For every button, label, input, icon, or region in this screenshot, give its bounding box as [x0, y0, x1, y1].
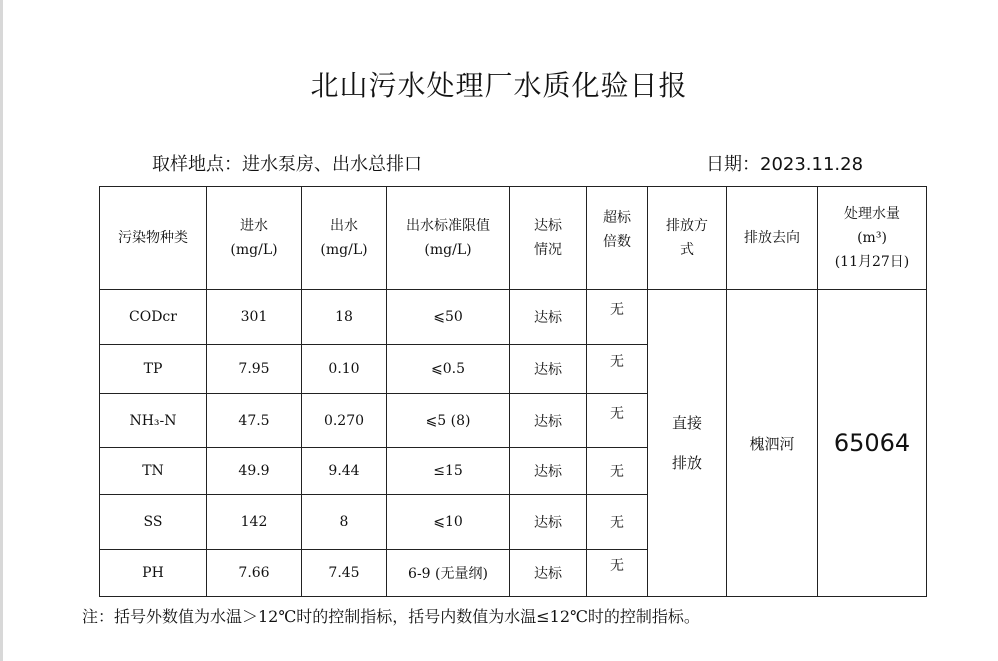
report-date: 日期：2023.11.28	[706, 154, 864, 175]
cell-exceed: 无	[587, 495, 648, 550]
cell-exceed: 无	[587, 394, 648, 448]
cell-influent: 301	[207, 290, 302, 345]
header-limit: 出水标准限值 (mg/L)	[387, 187, 510, 290]
header-influent: 进水 (mg/L)	[207, 187, 302, 290]
cell-exceed: 无	[587, 345, 648, 394]
cell-pollutant: TN	[100, 448, 207, 495]
cell-exceed: 无	[587, 448, 648, 495]
cell-limit: ≤15	[387, 448, 510, 495]
cell-status: 达标	[510, 495, 587, 550]
cell-limit: ⩽10	[387, 495, 510, 550]
cell-effluent: 0.10	[302, 345, 387, 394]
cell-influent: 49.9	[207, 448, 302, 495]
cell-pollutant: PH	[100, 550, 207, 597]
cell-pollutant: SS	[100, 495, 207, 550]
header-effluent: 出水 (mg/L)	[302, 187, 387, 290]
cell-influent: 7.95	[207, 345, 302, 394]
cell-effluent: 8	[302, 495, 387, 550]
discharge-destination: 槐泗河	[727, 290, 818, 597]
cell-limit: ⩽5 (8)	[387, 394, 510, 448]
cell-effluent: 18	[302, 290, 387, 345]
cell-influent: 142	[207, 495, 302, 550]
cell-limit: 6-9 (无量纲)	[387, 550, 510, 597]
cell-effluent: 9.44	[302, 448, 387, 495]
cell-effluent: 0.270	[302, 394, 387, 448]
cell-status: 达标	[510, 550, 587, 597]
cell-status: 达标	[510, 394, 587, 448]
report-title: 北山污水处理厂水质化验日报	[310, 69, 688, 102]
cell-exceed: 无	[587, 550, 648, 597]
cell-status: 达标	[510, 345, 587, 394]
header-volume: 处理水量 (m³) (11月27日)	[818, 187, 927, 290]
cell-limit: ⩽50	[387, 290, 510, 345]
cell-pollutant: TP	[100, 345, 207, 394]
table-header-row	[100, 187, 927, 290]
header-exceed: 超标 倍数	[587, 187, 648, 290]
cell-pollutant: NH₃-N	[100, 394, 207, 448]
cell-status: 达标	[510, 448, 587, 495]
cell-pollutant: CODcr	[100, 290, 207, 345]
cell-exceed: 无	[587, 290, 648, 345]
water-quality-table	[99, 186, 927, 597]
cell-influent: 47.5	[207, 394, 302, 448]
discharge-method: 直接 排放	[648, 290, 727, 597]
cell-influent: 7.66	[207, 550, 302, 597]
footnote: 注：括号外数值为水温＞12℃时的控制指标，括号内数值为水温≤12℃时的控制指标。	[82, 607, 700, 626]
header-pollutant: 污染物种类	[100, 187, 207, 290]
treated-volume: 65064	[818, 290, 927, 597]
header-destination: 排放去向	[727, 187, 818, 290]
header-method: 排放方 式	[648, 187, 727, 290]
table-row	[100, 290, 927, 345]
cell-status: 达标	[510, 290, 587, 345]
sampling-location: 取样地点：进水泵房、出水总排口	[152, 154, 422, 175]
header-status: 达标 情况	[510, 187, 587, 290]
cell-limit: ⩽0.5	[387, 345, 510, 394]
cell-effluent: 7.45	[302, 550, 387, 597]
